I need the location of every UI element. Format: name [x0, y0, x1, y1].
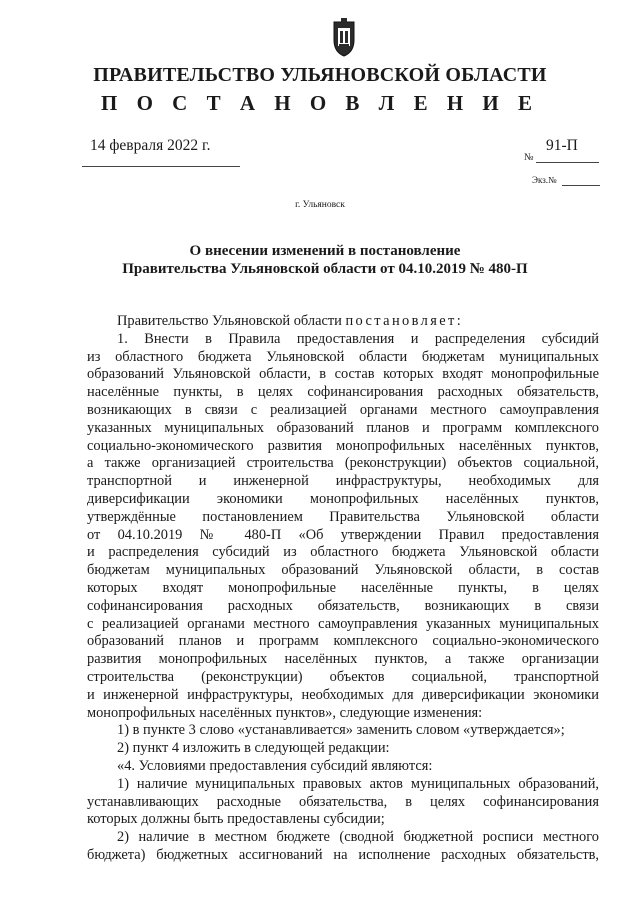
text-line: строительства (реконструкции) объектов социальной, транспортной — [87, 668, 599, 685]
number-label: № — [524, 152, 534, 163]
text-line: а также организацией строительства (реконструкции) объектов социальной, — [87, 455, 599, 472]
intro-verb: постановляет: — [345, 313, 464, 329]
text-line: 1) в пункте 3 слово «устанавливается» заменить словом «утверждается»; — [117, 722, 565, 739]
government-title: ПРАВИТЕЛЬСТВО УЛЬЯНОВСКОЙ ОБЛАСТИ — [93, 64, 547, 86]
text-line: 2) наличие в местном бюджете (сводной бюджетной росписи местного — [117, 829, 599, 846]
text-line: «4. Условиями предоставления субсидий являются: — [117, 757, 433, 774]
text-line: и распределения субсидий из областного бюджета Ульяновской области — [87, 544, 599, 561]
copy-underline — [562, 185, 600, 186]
text-line: монопрофильных населённых пунктов», следующие изменения: — [87, 704, 483, 721]
text-line: из областного бюджета Ульяновской области бюджетам муниципальных — [87, 348, 599, 365]
text-line: утверждённые постановлением Правительства Ульяновской области — [87, 508, 599, 525]
text-line: софинансирования расходных обязательств, возникающих в связи — [87, 597, 599, 614]
document-date: 14 февраля 2022 г. — [90, 137, 211, 154]
subject-line: О внесении изменений в постановление — [189, 243, 461, 259]
document-body — [87, 313, 599, 865]
text-line: 1) наличие муниципальных правовых актов муниципальных образований, — [117, 775, 599, 792]
text-line: бюджета) бюджетных ассигнований на исполнение расходных обязательств, — [87, 846, 599, 863]
text-line: развития монопрофильных населённых пунктов, а также организации — [87, 651, 599, 668]
document-number: 91-П — [546, 137, 578, 154]
text-line: которых должны быть предоставлены субсидии; — [87, 811, 385, 828]
text-line: 2) пункт 4 изложить в следующей редакции: — [117, 740, 390, 757]
text-line: населённые пункты, в целях софинансирования расходных обязательств, — [87, 384, 599, 401]
text-line: транспортной и инженерной инфраструктуры, необходимых для — [87, 473, 599, 490]
intro-paragraph — [87, 313, 599, 331]
copy-label: Экз.№ — [532, 175, 557, 185]
text-line: от 04.10.2019 № 480-П «Об утверждении Правил предоставления — [87, 526, 599, 543]
document-subject — [100, 242, 550, 278]
text-line: возникающих в связи с реализацией органами местного самоуправления — [87, 401, 599, 418]
intro-text: Правительство Ульяновской области — [117, 313, 342, 329]
text-line: с реализацией органами местного самоуправления указанных муниципальных — [87, 615, 599, 632]
text-line: указанных муниципальных образований планов и программ комплексного — [87, 419, 599, 436]
text-line: бюджетам муниципальных образований Ульяновской области, в состав — [87, 562, 599, 579]
text-line: диверсификации экономики монопрофильных населённых пунктов, — [87, 490, 599, 507]
date-underline — [82, 166, 240, 167]
coat-of-arms-icon — [330, 18, 358, 58]
text-line: которых входят монопрофильные населённые пункты, в целях — [87, 579, 599, 596]
subject-line: Правительства Ульяновской области от 04.10.2019 № 480-П — [122, 261, 528, 277]
text-line: образований Ульяновской области, в состав которых входят монопрофильные — [87, 366, 599, 383]
text-line: устанавливающих расходные обязательства, в целях софинансирования — [87, 793, 599, 810]
text-line: 1. Внести в Правила предоставления и распределения субсидий — [117, 330, 599, 347]
city-name: г. Ульяновск — [295, 200, 345, 210]
text-line: социально-экономического развития монопрофильных населённых пунктов, — [87, 437, 599, 454]
number-underline — [536, 162, 599, 163]
text-line: и инженерной инфраструктуры, необходимых для диверсификации экономики — [87, 686, 599, 703]
text-line: образований планов и программ комплексного социально-экономического — [87, 633, 599, 650]
document-type: П О С Т А Н О В Л Е Н И Е — [100, 91, 539, 115]
